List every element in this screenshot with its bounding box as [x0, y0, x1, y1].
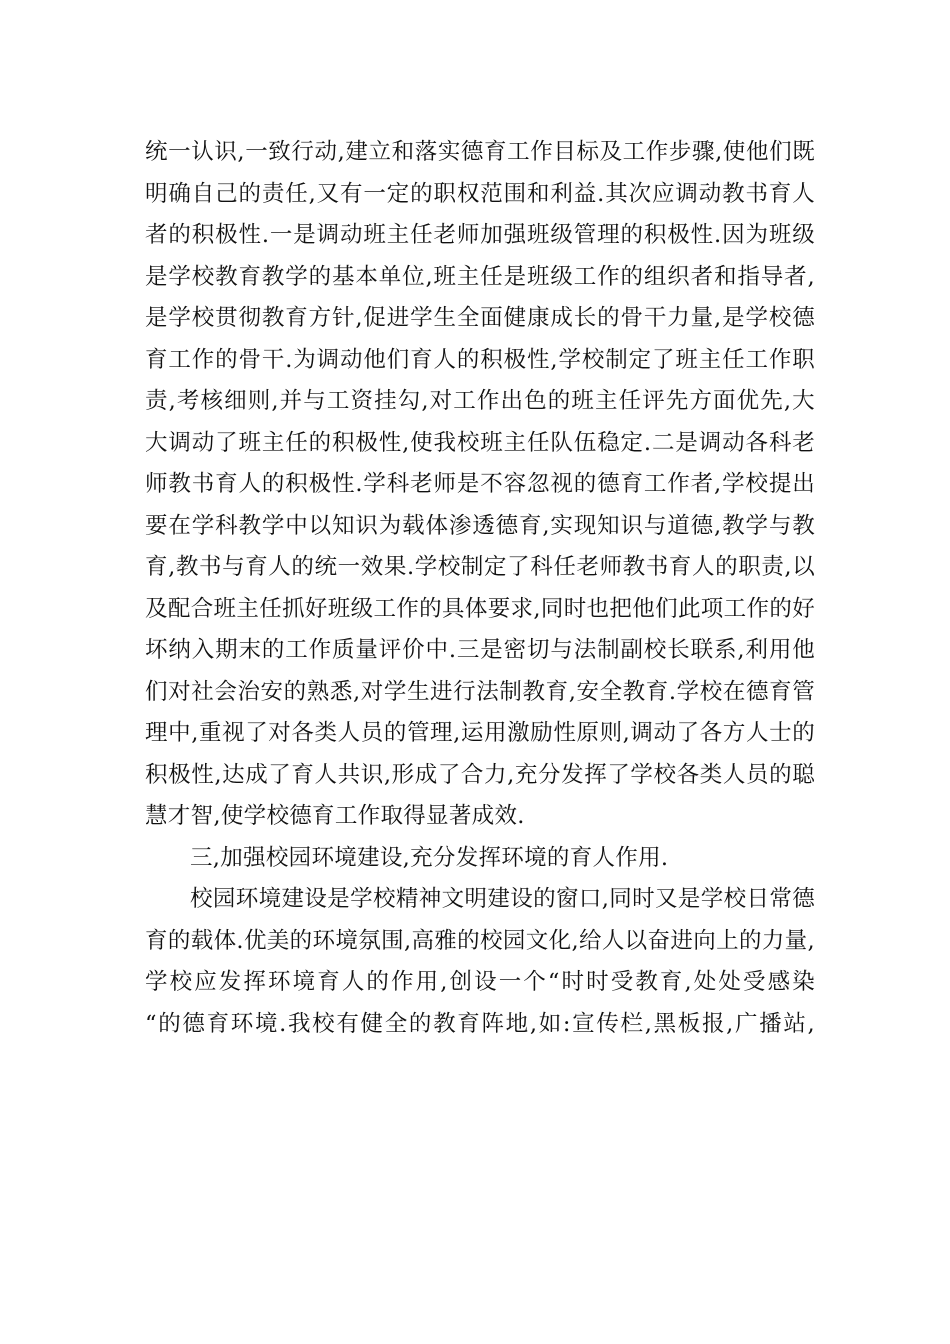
text-line: 及配合班主任抓好班级工作的具体要求,同时也把他们此项工作的好: [145, 595, 815, 622]
text-line: 育的载体.优美的环境氛围,高雅的校园文化,给人以奋进向上的力量,: [145, 927, 815, 954]
text-line: 明确自己的责任,又有一定的职权范围和利益.其次应调动教书育人: [145, 180, 815, 207]
text-line: 大调动了班主任的积极性,使我校班主任队伍稳定.二是调动各科老: [145, 429, 815, 456]
text-line: 积极性,达成了育人共识,形成了合力,充分发挥了学校各类人员的聪: [145, 761, 815, 788]
text-line: 学校应发挥环境育人的作用,创设一个“时时受教育,处处受感染: [145, 969, 815, 995]
text-line: 统一认识,一致行动,建立和落实德育工作目标及工作步骤,使他们既: [145, 139, 815, 165]
text-line: 坏纳入期末的工作质量评价中.三是密切与法制副校长联系,利用他: [145, 637, 815, 663]
text-line: 慧才智,使学校德育工作取得显著成效.: [145, 803, 525, 829]
section-heading: 三,加强校园环境建设,充分发挥环境的育人作用.: [190, 844, 669, 871]
text-line: 理中,重视了对各类人员的管理,运用激励性原则,调动了各方人士的: [145, 720, 815, 746]
text-line: 育,教书与育人的统一效果.学校制定了科任老师教书育人的职责,以: [145, 554, 815, 580]
text-line: 校园环境建设是学校精神文明建设的窗口,同时又是学校日常德: [190, 886, 815, 912]
text-line: 育工作的骨干.为调动他们育人的积极性,学校制定了班主任工作职: [145, 346, 815, 373]
text-line: 要在学科教学中以知识为载体渗透德育,实现知识与道德,教学与教: [145, 512, 815, 539]
text-line: 是学校教育教学的基本单位,班主任是班级工作的组织者和指导者,: [145, 263, 815, 290]
text-line: 们对社会治安的熟悉,对学生进行法制教育,安全教育.学校在德育管: [145, 678, 815, 705]
text-line: 责,考核细则,并与工资挂勾,对工作出色的班主任评先方面优先,大: [145, 388, 815, 414]
text-line: 师教书育人的积极性.学科老师是不容忽视的德育工作者,学校提出: [145, 471, 815, 497]
text-line: “的德育环境.我校有健全的教育阵地,如:宣传栏,黑板报,广播站,: [145, 1010, 815, 1037]
text-line: 是学校贯彻教育方针,促进学生全面健康成长的骨干力量,是学校德: [145, 305, 815, 331]
body-text: [145, 132, 815, 1045]
text-line: 者的积极性.一是调动班主任老师加强班级管理的积极性.因为班级: [145, 222, 815, 248]
